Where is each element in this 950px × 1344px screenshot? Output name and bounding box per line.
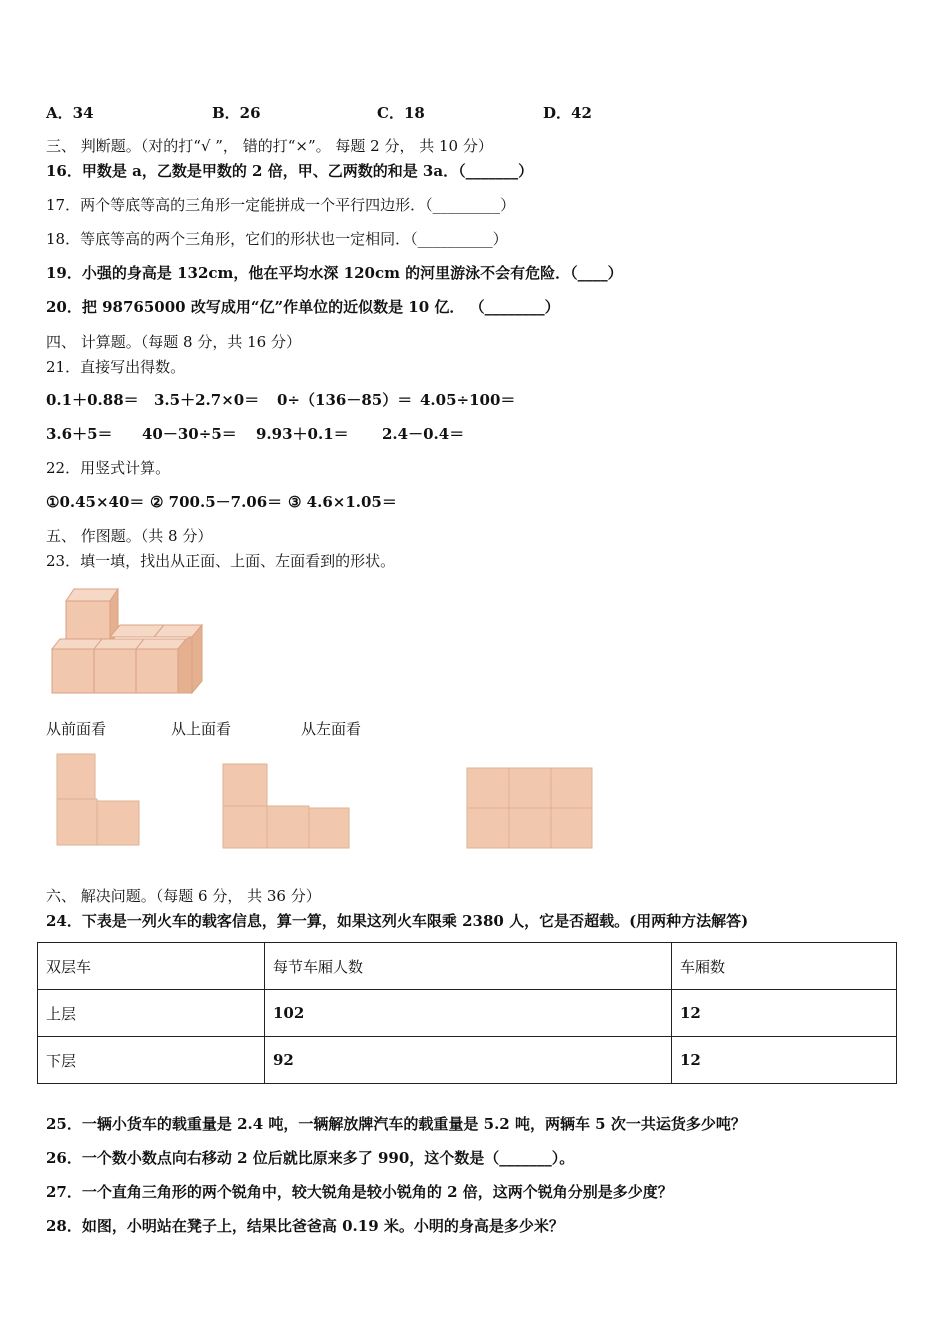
square-cell xyxy=(467,768,509,808)
calc-item: 3.6＋5＝ xyxy=(46,425,113,443)
cube-top-face xyxy=(136,639,186,649)
question-24: 24．下表是一列火车的载客信息，算一算，如果这列火车限乘 2380 人，它是否超载。(用两种方法解答) xyxy=(46,912,749,930)
cube-stack-figure xyxy=(46,585,206,697)
square-cell xyxy=(309,808,349,848)
square-cell xyxy=(551,808,592,848)
section3-title: 三、 判断题。（对的打“√ ”， 错的打“×”。 每题 2 分， 共 10 分） xyxy=(46,137,493,155)
question-16: 16．甲数是 a，乙数是甲数的 2 倍，甲、乙两数的和是 3a．（_______） xyxy=(46,162,534,180)
calc-item: 9.93＋0.1＝ xyxy=(256,425,349,443)
calc-item: 40－30÷5＝ xyxy=(142,425,237,443)
question-21: 21．直接写出得数。 xyxy=(46,358,186,376)
option-a: A．34 xyxy=(46,104,94,122)
calc-item: 0÷（136－85）＝ xyxy=(277,391,413,409)
question-20: 20．把 98765000 改写成用“亿”作单位的近似数是 10 亿． （________） xyxy=(46,298,560,316)
question-23: 23．填一填，找出从正面、上面、左面看到的形状。 xyxy=(46,552,396,570)
question-19: 19．小强的身高是 132cm，他在平均水深 120cm 的河里游泳不会有危险．（____） xyxy=(46,264,623,282)
square-cell xyxy=(467,808,509,848)
left-view-figure xyxy=(465,766,595,852)
vertical-calc-item: ③ 4.6×1.05＝ xyxy=(288,493,397,511)
square-cell xyxy=(223,764,267,806)
table-cell: 92 xyxy=(265,1037,672,1084)
question-22: 22．用竖式计算。 xyxy=(46,459,171,477)
cube-top-face xyxy=(94,639,144,649)
question-25: 25．一辆小货车的载重量是 2.4 吨，一辆解放牌汽车的载重量是 5.2 吨，两辆车 5 次一共运货多少吨？ xyxy=(46,1115,746,1133)
view-label-front: 从前面看 xyxy=(46,720,107,738)
question-28: 28．如图，小明站在凳子上，结果比爸爸高 0.19 米。小明的身高是多少米？ xyxy=(46,1217,564,1235)
section4-title: 四、 计算题。（每题 8 分，共 16 分） xyxy=(46,333,301,351)
calc-item: 2.4－0.4＝ xyxy=(382,425,465,443)
cube-front-face xyxy=(94,649,136,693)
cube-top-face xyxy=(52,639,102,649)
option-c: C．18 xyxy=(377,104,425,122)
square-cell xyxy=(267,806,309,848)
square-cell xyxy=(97,801,139,845)
vertical-calc-item: ①0.45×40＝ xyxy=(46,493,145,511)
cube-front-face xyxy=(66,601,110,641)
question-17: 17．两个等底等高的三角形一定能拼成一个平行四边形．（_________） xyxy=(46,196,516,214)
table-row xyxy=(38,990,897,1037)
table-cell: 102 xyxy=(265,990,672,1037)
question-26: 26．一个数小数点向右移动 2 位后就比原来多了 990，这个数是（_______）。 xyxy=(46,1149,575,1167)
square-cell xyxy=(223,806,267,848)
table-header: 双层车 xyxy=(38,943,265,990)
table-cell: 12 xyxy=(672,990,897,1037)
cube-top-face xyxy=(66,589,118,601)
table-header-row xyxy=(38,943,897,990)
square-cell xyxy=(509,768,551,808)
section5-title: 五、 作图题。（共 8 分） xyxy=(46,527,213,545)
view-label-top: 从上面看 xyxy=(171,720,232,738)
calc-item: 4.05÷100＝ xyxy=(420,391,516,409)
table-header: 每节车厢人数 xyxy=(265,943,672,990)
calc-item: 3.5＋2.7×0＝ xyxy=(154,391,260,409)
table-row xyxy=(38,1037,897,1084)
square-cell xyxy=(551,768,592,808)
option-d: D．42 xyxy=(543,104,592,122)
table-cell: 12 xyxy=(672,1037,897,1084)
view-label-left: 从左面看 xyxy=(301,720,362,738)
top-view-figure xyxy=(221,762,353,852)
cube-front-face xyxy=(136,649,178,693)
question-27: 27．一个直角三角形的两个锐角中，较大锐角是较小锐角的 2 倍，这两个锐角分别是多少度？ xyxy=(46,1183,673,1201)
front-view-figure xyxy=(55,752,145,848)
table-cell: 上层 xyxy=(38,990,265,1037)
square-cell xyxy=(57,754,95,799)
train-info-table xyxy=(37,942,897,1084)
cube-front-face xyxy=(52,649,94,693)
table-cell: 下层 xyxy=(38,1037,265,1084)
question-18: 18．等底等高的两个三角形，它们的形状也一定相同．（__________） xyxy=(46,230,508,248)
section6-title: 六、 解决问题。（每题 6 分， 共 36 分） xyxy=(46,887,321,905)
calc-item: 0.1＋0.88＝ xyxy=(46,391,139,409)
square-cell xyxy=(509,808,551,848)
option-b: B．26 xyxy=(212,104,261,122)
cube-side-face xyxy=(192,625,202,693)
square-cell xyxy=(57,799,97,845)
vertical-calc-item: ② 700.5－7.06＝ xyxy=(150,493,283,511)
table-header: 车厢数 xyxy=(672,943,897,990)
